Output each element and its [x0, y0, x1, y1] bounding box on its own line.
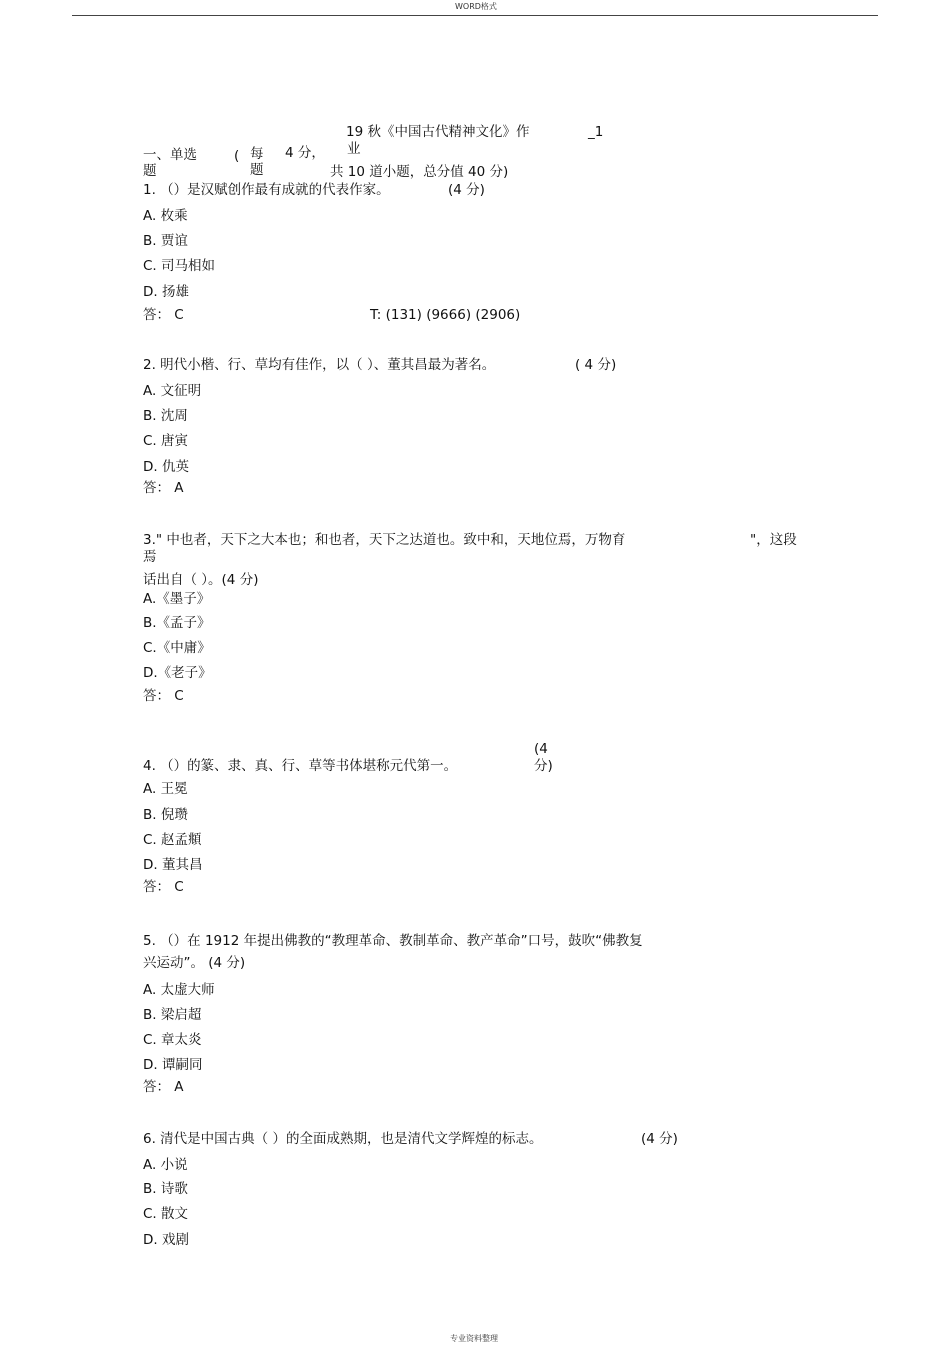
question-5-option-b: B. 梁启超 — [143, 1007, 202, 1023]
question-1-option-d: D. 扬雄 — [143, 284, 189, 300]
question-1-score: (4 分) — [448, 182, 485, 198]
question-3-option-a: A.《墨子》 — [143, 591, 211, 607]
page-header: WORD格式 — [455, 2, 497, 11]
question-3-text: 3." 中也者，天下之大本也；和也者，天下之达道也。致中和，天地位焉，万物育 — [143, 532, 626, 548]
question-5-option-d: D. 谭嗣同 — [143, 1057, 203, 1073]
question-2-option-a: A. 文征明 — [143, 383, 202, 399]
header-rule — [72, 15, 878, 16]
question-1-answer: 答： C — [143, 307, 184, 323]
question-1-option-b: B. 贾谊 — [143, 233, 188, 249]
section-heading: 一、单选 — [143, 147, 197, 163]
question-4-option-c: C. 赵孟頫 — [143, 832, 202, 848]
section-heading-line2: 题 — [143, 163, 157, 179]
question-3-option-c: C.《中庸》 — [143, 640, 211, 656]
section-mei: 每 — [250, 146, 264, 162]
question-4-answer: 答： C — [143, 879, 184, 895]
question-5-text: 5. （）在 1912 年提出佛教的“教理革命、教制革命、教产革命”口号，鼓吹“佛教复 — [143, 933, 643, 949]
question-3-text-line3: 话出自（ ）。(4 分) — [143, 572, 259, 588]
question-1-option-a: A. 枚乘 — [143, 208, 188, 224]
question-4-option-a: A. 王冕 — [143, 781, 188, 797]
question-2-option-d: D. 仇英 — [143, 459, 189, 475]
question-2-text: 2. 明代小楷、行、草均有佳作，以（ ）、董其昌最为著名。 — [143, 357, 496, 373]
question-3-answer: 答： C — [143, 688, 184, 704]
question-2-answer: 答： A — [143, 480, 184, 496]
section-score-per: 4 分， — [285, 145, 325, 161]
question-5-option-a: A. 太虚大师 — [143, 982, 215, 998]
page-footer: 专业资料整理 — [450, 1334, 498, 1343]
section-paren: ( — [234, 148, 240, 164]
section-total: 共 10 道小题，总分值 40 分) — [330, 164, 509, 180]
question-4-option-d: D. 董其昌 — [143, 857, 203, 873]
question-5-text-line2: 兴运动”。 (4 分) — [143, 955, 246, 971]
question-4-score-line2: 分) — [534, 758, 553, 774]
question-6-option-a: A. 小说 — [143, 1157, 188, 1173]
question-3-option-d: D.《老子》 — [143, 665, 212, 681]
question-6-text: 6. 清代是中国古典（ ）的全面成熟期，也是清代文学辉煌的标志。 — [143, 1131, 543, 1147]
question-5-option-c: C. 章太炎 — [143, 1032, 202, 1048]
question-3-option-b: B.《孟子》 — [143, 615, 211, 631]
question-6-option-c: C. 散文 — [143, 1206, 189, 1222]
question-5-answer: 答： A — [143, 1079, 184, 1095]
question-2-option-c: C. 唐寅 — [143, 433, 189, 449]
document-title-suffix: _1 — [588, 124, 604, 140]
document-title: 19 秋《中国古代精神文化》作 — [346, 124, 530, 140]
question-1-text: 1. （）是汉赋创作最有成就的代表作家。 — [143, 182, 390, 198]
question-4-option-b: B. 倪瓒 — [143, 807, 188, 823]
question-6-score: (4 分) — [641, 1131, 678, 1147]
question-2-score: ( 4 分) — [575, 357, 617, 373]
question-1-option-c: C. 司马相如 — [143, 258, 216, 274]
question-6-option-b: B. 诗歌 — [143, 1181, 188, 1197]
question-4-score-line1: (4 — [534, 741, 548, 757]
section-ti: 题 — [250, 162, 264, 178]
question-1-extra: T: (131) (9666) (2906) — [370, 307, 521, 323]
question-4-text: 4. （）的篆、隶、真、行、草等书体堪称元代第一。 — [143, 758, 458, 774]
question-3-text-line2: 焉 — [143, 549, 157, 565]
question-6-option-d: D. 戏剧 — [143, 1232, 189, 1248]
question-3-text-tail: "，这段 — [750, 532, 797, 548]
document-title-line2: 业 — [347, 141, 361, 157]
question-2-option-b: B. 沈周 — [143, 408, 188, 424]
